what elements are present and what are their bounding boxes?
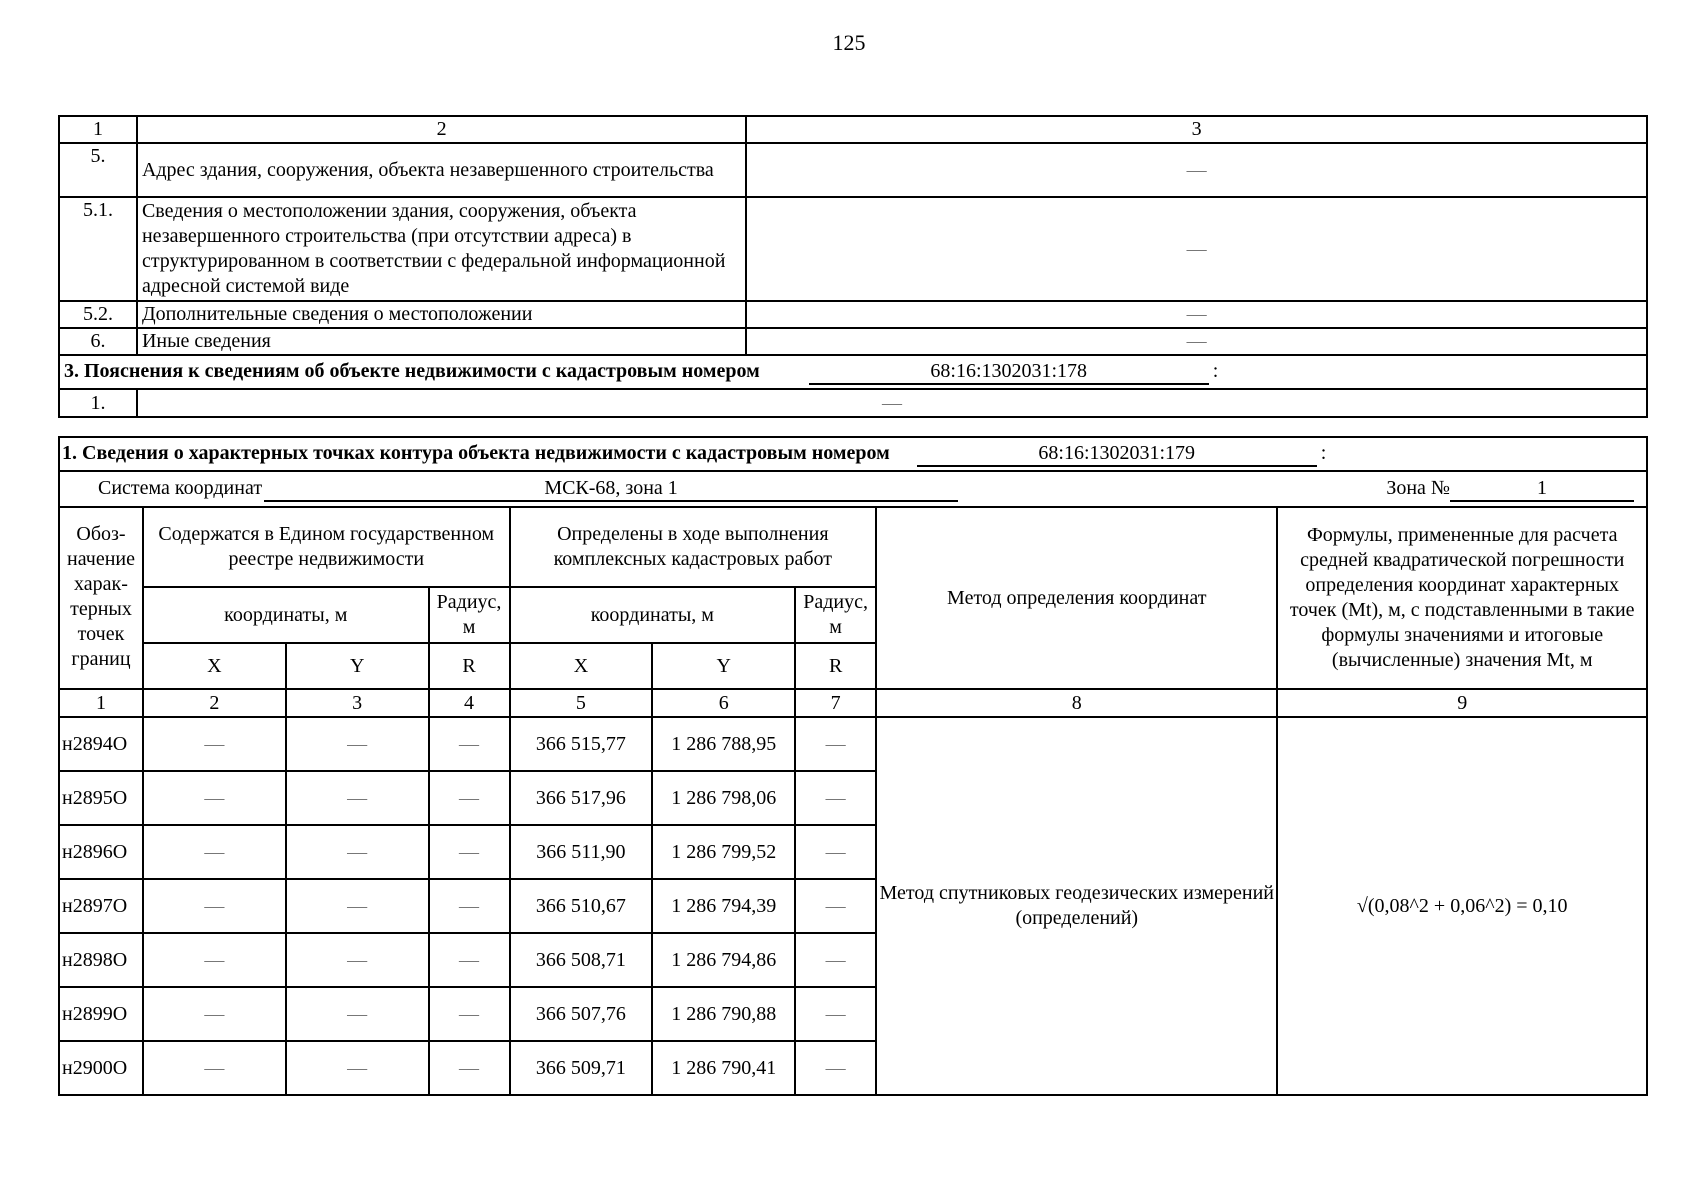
egrn-r: — bbox=[429, 1041, 510, 1095]
row-value: — bbox=[137, 389, 1647, 417]
table-row bbox=[59, 301, 1647, 328]
egrn-y: — bbox=[286, 879, 429, 933]
coords-header: координаты, м bbox=[143, 587, 429, 643]
complex-works-header: Определены в ходе выполнения комплексных кадастровых работ bbox=[510, 507, 877, 587]
column-number: 5 bbox=[510, 689, 653, 717]
row-label: Иные сведения bbox=[137, 328, 746, 355]
characteristic-points-table bbox=[58, 436, 1648, 1096]
column-number: 2 bbox=[137, 116, 746, 143]
point-id: н2897О bbox=[59, 879, 143, 933]
section3-colon: : bbox=[1212, 360, 1219, 382]
section3-title-cell bbox=[59, 355, 1647, 389]
egrn-x: — bbox=[143, 879, 286, 933]
section3-cadastral-number: 68:16:1302031:178 bbox=[809, 359, 1209, 385]
column-number: 6 bbox=[652, 689, 795, 717]
column-number-row bbox=[59, 689, 1647, 717]
coord-system-label: Система координат bbox=[98, 477, 263, 499]
point-x: 366 511,90 bbox=[510, 825, 653, 879]
row-label: Дополнительные сведения о местоположении bbox=[137, 301, 746, 328]
coord-system-row bbox=[59, 471, 1647, 507]
row-number: 5.2. bbox=[59, 301, 137, 328]
point-id: н2900О bbox=[59, 1041, 143, 1095]
egrn-header: Содержатся в Едином государственном реестре недвижимости bbox=[143, 507, 510, 587]
points-title-cell bbox=[59, 437, 1647, 471]
coords-header: координаты, м bbox=[510, 587, 796, 643]
r-header: R bbox=[795, 643, 876, 689]
row-value: — bbox=[746, 197, 1647, 301]
column-number: 7 bbox=[795, 689, 876, 717]
egrn-r: — bbox=[429, 879, 510, 933]
zone-value: 1 bbox=[1450, 476, 1634, 502]
point-id: н2896О bbox=[59, 825, 143, 879]
coord-system-value: МСК-68, зона 1 bbox=[264, 476, 958, 502]
method-header: Метод определения координат bbox=[876, 507, 1277, 689]
column-number: 4 bbox=[429, 689, 510, 717]
egrn-y: — bbox=[286, 1041, 429, 1095]
page-number: 125 bbox=[832, 30, 866, 55]
column-number: 1 bbox=[59, 689, 143, 717]
points-title: 1. Сведения о характерных точках контура объекта недвижимости с кадастровым номером bbox=[62, 442, 890, 464]
r-header: R bbox=[429, 643, 510, 689]
point-id: н2899О bbox=[59, 987, 143, 1041]
point-r: — bbox=[795, 771, 876, 825]
point-x: 366 507,76 bbox=[510, 987, 653, 1041]
building-info-table bbox=[58, 115, 1648, 418]
column-number: 1 bbox=[59, 116, 137, 143]
column-number: 9 bbox=[1277, 689, 1647, 717]
point-y: 1 286 798,06 bbox=[652, 771, 795, 825]
column-number: 2 bbox=[143, 689, 286, 717]
row-value: — bbox=[746, 301, 1647, 328]
point-y: 1 286 794,39 bbox=[652, 879, 795, 933]
method-value: Метод спутниковых геодезических измерений (определений) bbox=[876, 717, 1277, 1095]
point-x: 366 515,77 bbox=[510, 717, 653, 771]
point-x: 366 517,96 bbox=[510, 771, 653, 825]
column-number: 8 bbox=[876, 689, 1277, 717]
table-row bbox=[59, 717, 1647, 771]
table-row bbox=[59, 328, 1647, 355]
point-r: — bbox=[795, 717, 876, 771]
row-label: Сведения о местоположении здания, сооружения, объекта незавершенного строительства (при отсутствии адреса) в структурированном в соответствии с федеральной информационной адресной системой виде bbox=[137, 197, 746, 301]
egrn-y: — bbox=[286, 933, 429, 987]
point-r: — bbox=[795, 1041, 876, 1095]
point-r: — bbox=[795, 933, 876, 987]
table-row bbox=[59, 389, 1647, 417]
formula-header: Формулы, примененные для расчета средней квадратической погрешности определения координат характерных точек (Mt), м, с подставленными в такие формулы значениями и итоговые (вычисленные) значения Mt, м bbox=[1277, 507, 1647, 689]
row-value: — bbox=[746, 143, 1647, 197]
section3-header-row bbox=[59, 355, 1647, 389]
x-header: X bbox=[510, 643, 653, 689]
points-title-row bbox=[59, 437, 1647, 471]
y-header: Y bbox=[286, 643, 429, 689]
points-cadastral-number: 68:16:1302031:179 bbox=[917, 441, 1317, 467]
point-r: — bbox=[795, 879, 876, 933]
radius-header: Радиус, м bbox=[429, 587, 510, 643]
column-number: 3 bbox=[286, 689, 429, 717]
egrn-x: — bbox=[143, 771, 286, 825]
point-id: н2895О bbox=[59, 771, 143, 825]
table-row bbox=[59, 143, 1647, 197]
egrn-x: — bbox=[143, 987, 286, 1041]
row-value: — bbox=[746, 328, 1647, 355]
point-y: 1 286 799,52 bbox=[652, 825, 795, 879]
egrn-x: — bbox=[143, 1041, 286, 1095]
egrn-r: — bbox=[429, 987, 510, 1041]
egrn-r: — bbox=[429, 717, 510, 771]
point-x: 366 508,71 bbox=[510, 933, 653, 987]
egrn-r: — bbox=[429, 933, 510, 987]
egrn-y: — bbox=[286, 987, 429, 1041]
table-row bbox=[59, 197, 1647, 301]
egrn-y: — bbox=[286, 825, 429, 879]
designation-header: Обоз-начение харак-терных точек границ bbox=[59, 507, 143, 689]
egrn-x: — bbox=[143, 717, 286, 771]
egrn-x: — bbox=[143, 825, 286, 879]
point-r: — bbox=[795, 825, 876, 879]
row-number: 5. bbox=[59, 143, 137, 197]
header-row-1 bbox=[59, 507, 1647, 587]
row-number: 6. bbox=[59, 328, 137, 355]
point-id: н2898О bbox=[59, 933, 143, 987]
column-number: 3 bbox=[746, 116, 1647, 143]
point-y: 1 286 788,95 bbox=[652, 717, 795, 771]
coord-system-cell bbox=[59, 471, 1647, 507]
points-colon: : bbox=[1320, 442, 1327, 464]
x-header: X bbox=[143, 643, 286, 689]
point-x: 366 510,67 bbox=[510, 879, 653, 933]
row-number: 1. bbox=[59, 389, 137, 417]
point-y: 1 286 790,41 bbox=[652, 1041, 795, 1095]
point-x: 366 509,71 bbox=[510, 1041, 653, 1095]
point-r: — bbox=[795, 987, 876, 1041]
zone-label: Зона № bbox=[1386, 477, 1450, 499]
egrn-y: — bbox=[286, 771, 429, 825]
egrn-r: — bbox=[429, 825, 510, 879]
egrn-y: — bbox=[286, 717, 429, 771]
formula-value: √(0,08^2 + 0,06^2) = 0,10 bbox=[1277, 717, 1647, 1095]
egrn-r: — bbox=[429, 771, 510, 825]
radius-header: Радиус, м bbox=[795, 587, 876, 643]
section3-title: 3. Пояснения к сведениям об объекте недвижимости с кадастровым номером bbox=[64, 360, 760, 382]
egrn-x: — bbox=[143, 933, 286, 987]
row-label: Адрес здания, сооружения, объекта незавершенного строительства bbox=[137, 143, 746, 197]
point-id: н2894О bbox=[59, 717, 143, 771]
y-header: Y bbox=[652, 643, 795, 689]
row-number: 5.1. bbox=[59, 197, 137, 301]
point-y: 1 286 794,86 bbox=[652, 933, 795, 987]
point-y: 1 286 790,88 bbox=[652, 987, 795, 1041]
column-number-row bbox=[59, 116, 1647, 143]
